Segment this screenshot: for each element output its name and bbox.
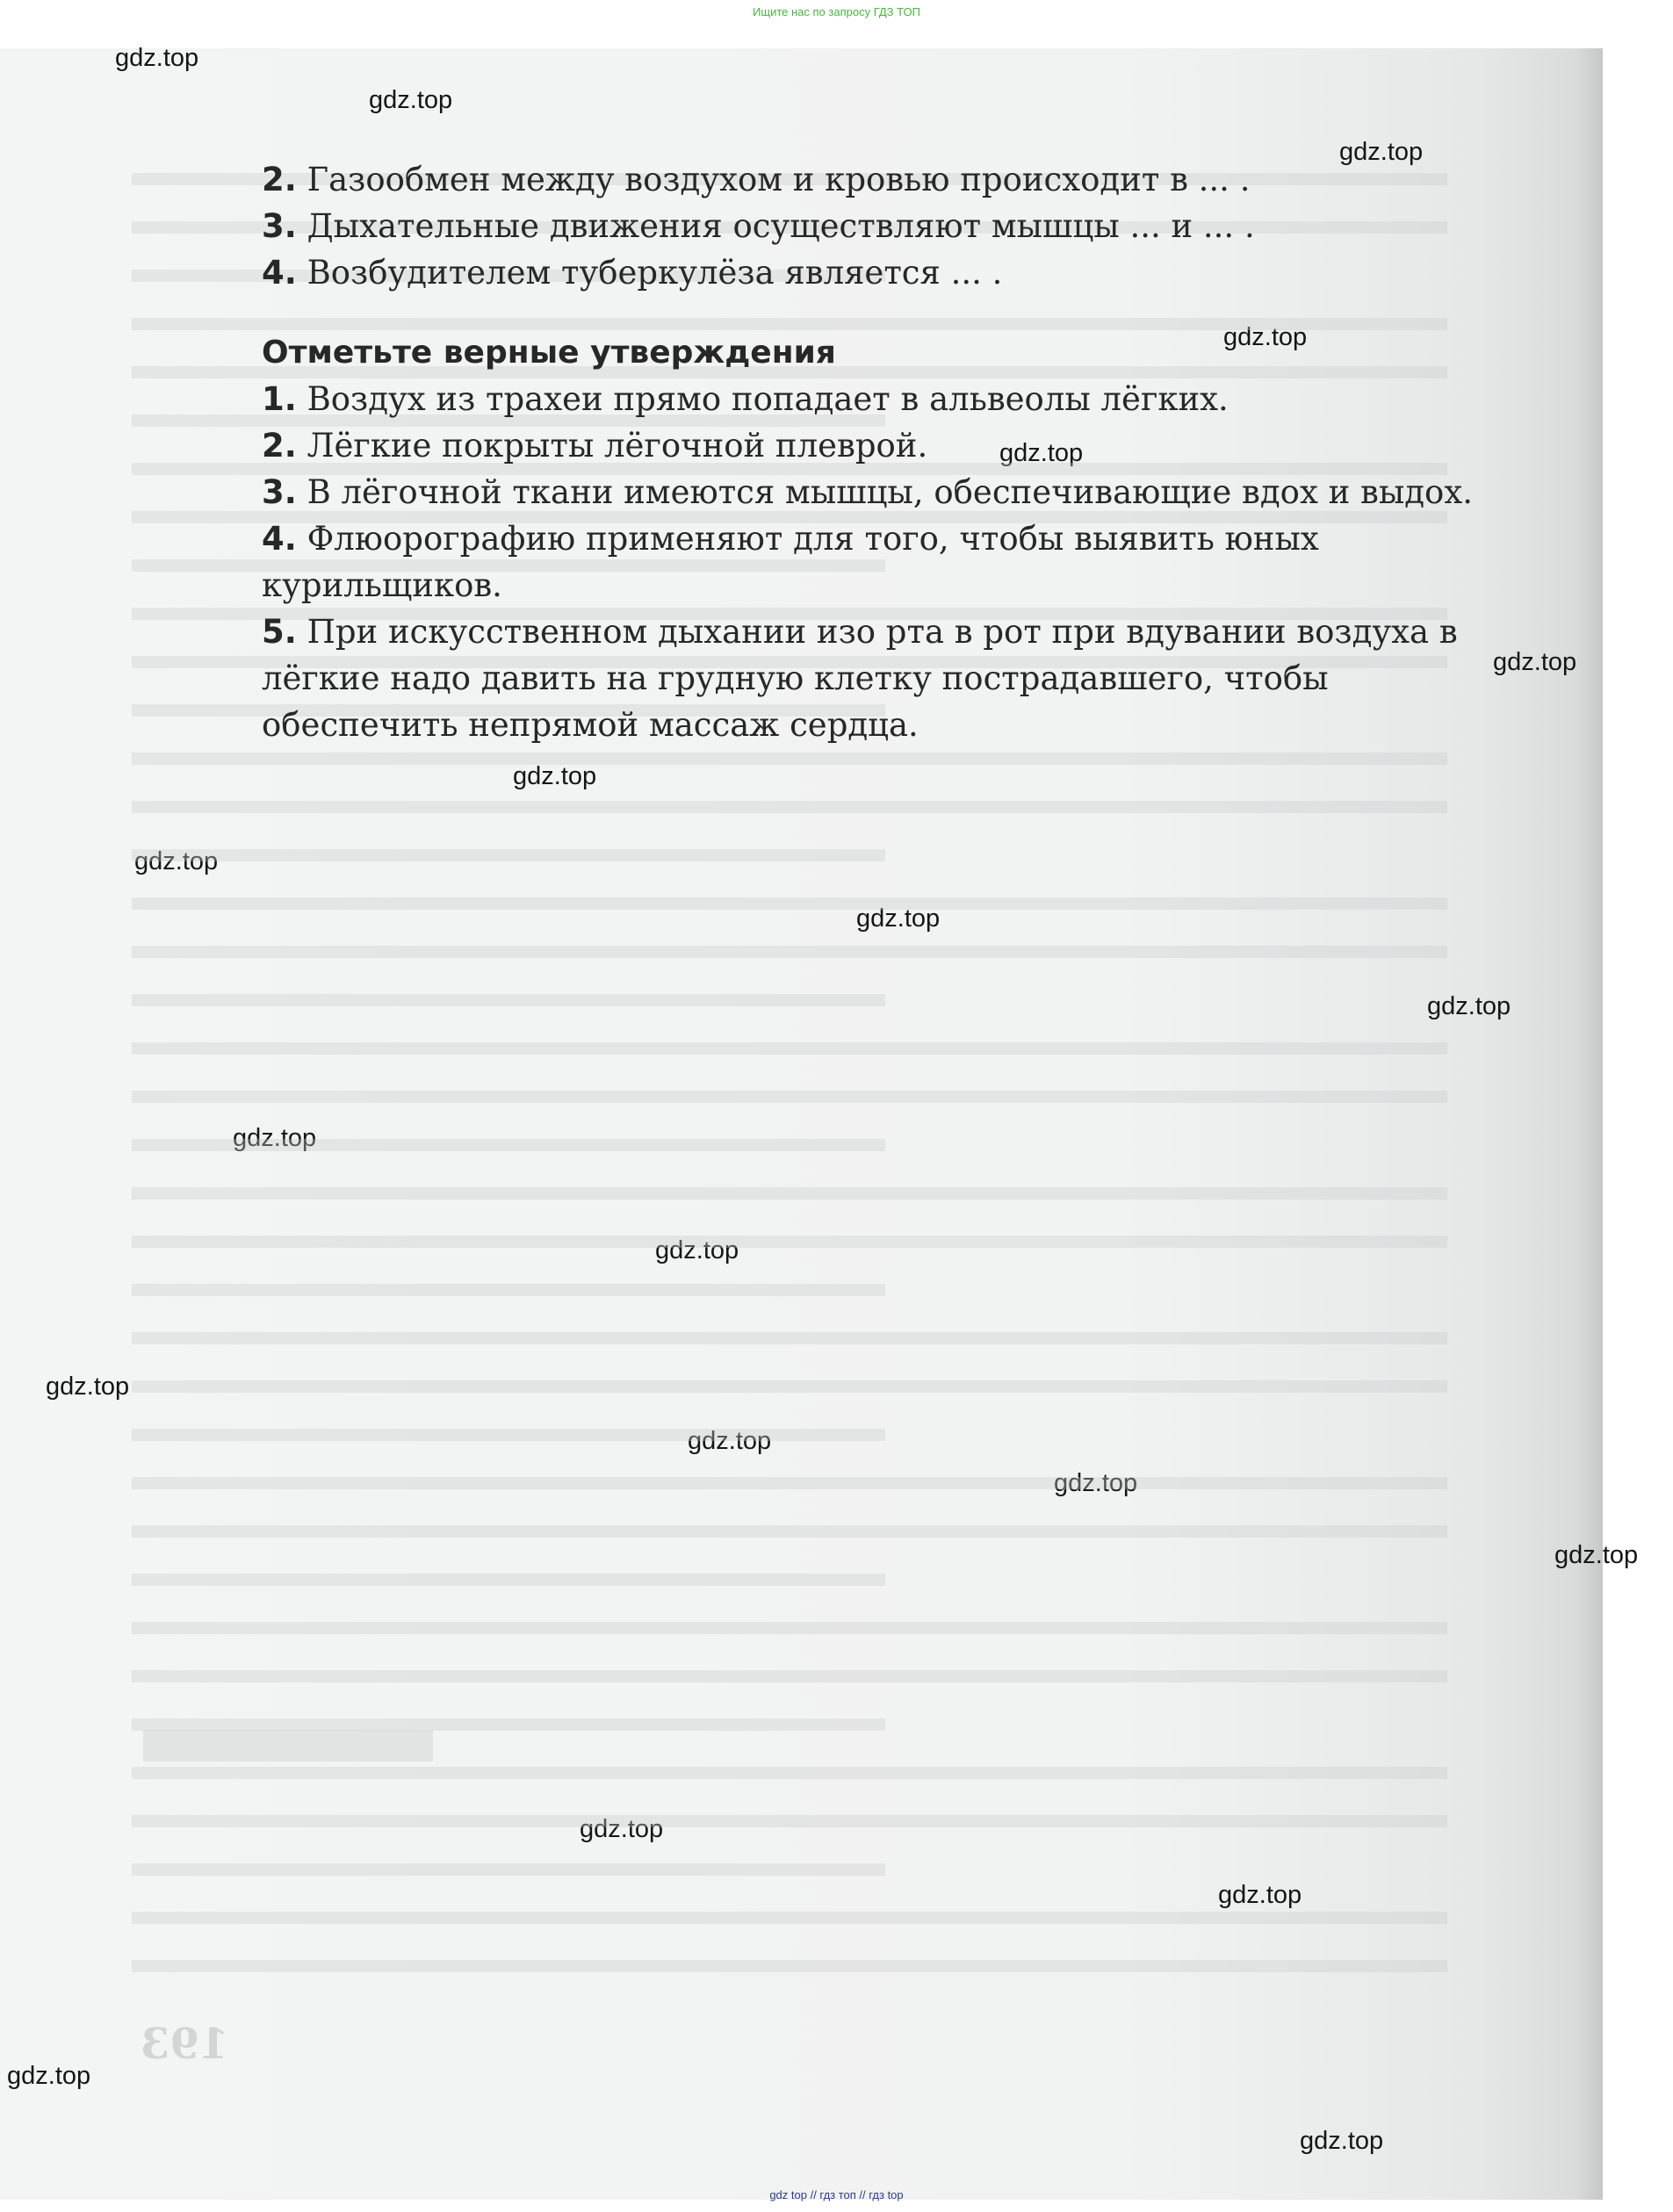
show-through-line bbox=[132, 1071, 1502, 1120]
watermark: gdz.top bbox=[1300, 2127, 1384, 2155]
item-text: Воздух из трахеи прямо попадает в альвеолы лёгких. bbox=[306, 380, 1229, 418]
show-through-line bbox=[132, 1941, 1502, 1989]
show-through-bar bbox=[132, 849, 885, 861]
list-item bbox=[262, 515, 1498, 609]
show-through-line bbox=[132, 1023, 1502, 1071]
item-text: Дыхательные движения осуществляют мышцы ... и ... . bbox=[306, 207, 1255, 245]
list-item bbox=[262, 249, 1498, 296]
show-through-bar bbox=[132, 1718, 885, 1731]
show-through-line bbox=[132, 1168, 1502, 1216]
show-through-bar bbox=[132, 897, 1447, 910]
show-through-line bbox=[132, 1747, 1502, 1796]
watermark: gdz.top bbox=[134, 847, 219, 875]
list-item bbox=[262, 156, 1498, 203]
show-through-bar bbox=[132, 1236, 1447, 1248]
show-through-line bbox=[132, 1892, 1502, 1941]
show-through-bar bbox=[132, 1042, 1447, 1055]
show-through-line bbox=[132, 1361, 1502, 1409]
show-through-bar bbox=[132, 1139, 885, 1151]
item-text: В лёгочной ткани имеются мышцы, обеспечивающие вдох и выдох. bbox=[306, 473, 1473, 511]
show-through-bar bbox=[132, 994, 885, 1006]
item-number: 4. bbox=[262, 254, 297, 292]
watermark: gdz.top bbox=[655, 1236, 739, 1265]
show-through-bar bbox=[132, 801, 1447, 813]
show-through-bar bbox=[132, 1815, 1447, 1827]
show-through-line bbox=[132, 1844, 1502, 1892]
show-through-line bbox=[132, 1313, 1502, 1361]
show-through-line bbox=[132, 1796, 1502, 1844]
show-through-line bbox=[132, 878, 1502, 926]
watermark: gdz.top bbox=[1054, 1469, 1138, 1497]
item-number: 2. bbox=[262, 427, 297, 465]
show-through-line bbox=[132, 830, 1502, 878]
item-number: 2. bbox=[262, 161, 297, 198]
show-through-page-number: 193 bbox=[141, 2020, 229, 2069]
page-content bbox=[262, 156, 1498, 748]
show-through-line bbox=[132, 1603, 1502, 1651]
watermark: gdz.top bbox=[856, 904, 941, 933]
section-heading: Отметьте верные утверждения bbox=[262, 335, 836, 371]
list-item bbox=[262, 422, 1498, 469]
show-through-bar bbox=[132, 1912, 1447, 1924]
show-through-line bbox=[132, 1554, 1502, 1603]
item-text: При искусственном дыхании изо рта в рот при вдувании воздуха в лёгкие надо давить на грудную клетку пострадавшего, чтобы обеспечить непрямой массаж сердца. bbox=[262, 613, 1458, 744]
watermark: gdz.top bbox=[233, 1124, 317, 1152]
list-item bbox=[262, 469, 1498, 515]
show-through-line bbox=[132, 1458, 1502, 1506]
list-item bbox=[262, 609, 1498, 748]
show-through-bar bbox=[132, 1960, 1447, 1972]
show-through-bar bbox=[132, 1670, 1447, 1682]
show-through-line bbox=[132, 1120, 1502, 1168]
show-through-line bbox=[132, 1699, 1502, 1747]
item-number: 1. bbox=[262, 380, 297, 418]
show-through-line bbox=[132, 1265, 1502, 1313]
show-through-bar bbox=[132, 1574, 885, 1586]
watermark: gdz.top bbox=[580, 1815, 664, 1843]
watermark: gdz.top bbox=[1554, 1541, 1639, 1569]
list-item bbox=[262, 376, 1498, 422]
item-text: Флюорографию применяют для того, чтобы выявить юных курильщиков. bbox=[262, 520, 1319, 604]
bottom-banner[interactable]: gdz top // гдз топ // гдз top bbox=[769, 2188, 904, 2201]
show-through-line bbox=[132, 1506, 1502, 1554]
show-through-bar bbox=[132, 1525, 1447, 1538]
show-through-bar bbox=[132, 1429, 885, 1441]
watermark: gdz.top bbox=[7, 2062, 91, 2090]
watermark: gdz.top bbox=[1218, 1881, 1302, 1909]
watermark: gdz.top bbox=[1493, 648, 1577, 676]
watermark: gdz.top bbox=[369, 86, 453, 114]
item-number: 4. bbox=[262, 520, 297, 558]
show-through-bar bbox=[132, 946, 1447, 958]
show-through-bar bbox=[132, 1863, 885, 1876]
watermark: gdz.top bbox=[115, 44, 199, 72]
item-number: 3. bbox=[262, 207, 297, 245]
show-through-bar bbox=[132, 1622, 1447, 1634]
top-banner[interactable]: Ищите нас по запросу ГДЗ ТОП bbox=[753, 5, 920, 18]
item-number: 3. bbox=[262, 473, 297, 511]
fill-in-items bbox=[262, 156, 1498, 296]
watermark: gdz.top bbox=[999, 439, 1084, 467]
show-through-bar bbox=[132, 1332, 1447, 1344]
list-item bbox=[262, 203, 1498, 249]
watermark: gdz.top bbox=[1339, 138, 1424, 166]
true-false-items bbox=[262, 376, 1498, 748]
show-through-bar bbox=[132, 1091, 1447, 1103]
show-through-bar bbox=[132, 1767, 1447, 1779]
watermark: gdz.top bbox=[1427, 992, 1511, 1020]
show-through-bar bbox=[132, 1380, 1447, 1393]
show-through-bar bbox=[132, 1284, 885, 1296]
item-text: Газообмен между воздухом и кровью происходит в ... . bbox=[306, 161, 1251, 198]
item-text: Возбудителем туберкулёза является ... . bbox=[306, 254, 1003, 292]
item-number: 5. bbox=[262, 613, 297, 651]
show-through-line bbox=[132, 975, 1502, 1023]
show-through-line bbox=[132, 1651, 1502, 1699]
show-through-line bbox=[132, 926, 1502, 975]
watermark: gdz.top bbox=[1223, 323, 1308, 351]
watermark: gdz.top bbox=[688, 1427, 772, 1455]
show-through-bar bbox=[132, 753, 1447, 765]
page-edge-shadow bbox=[1576, 48, 1603, 2200]
watermark: gdz.top bbox=[46, 1373, 130, 1401]
watermark: gdz.top bbox=[513, 762, 597, 790]
item-text: Лёгкие покрыты лёгочной плеврой. bbox=[306, 427, 928, 465]
show-through-bar bbox=[132, 1477, 1447, 1489]
show-through-bar bbox=[132, 1187, 1447, 1200]
show-through-line bbox=[132, 1409, 1502, 1458]
show-through-line bbox=[132, 782, 1502, 830]
show-through-line bbox=[132, 1216, 1502, 1265]
